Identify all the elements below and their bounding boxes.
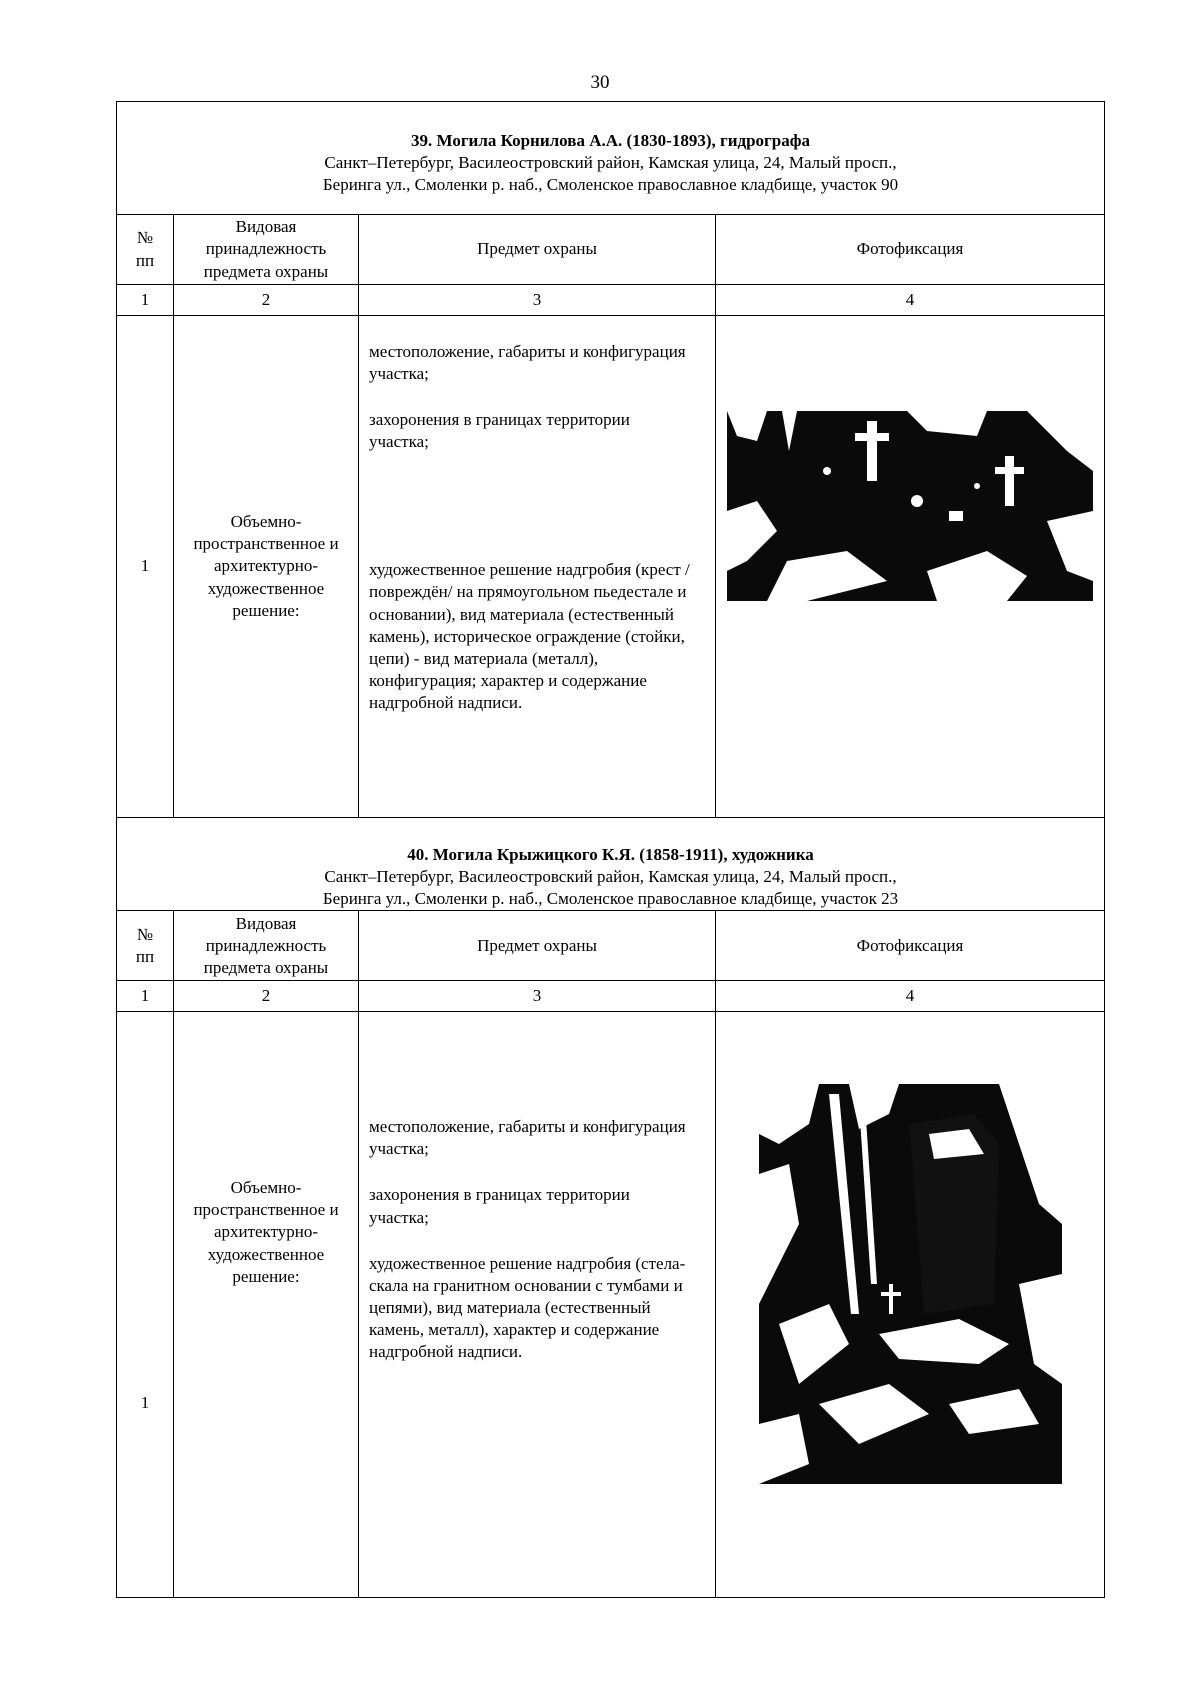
grave-photo — [759, 1084, 1062, 1484]
photo-cell — [716, 1012, 1105, 1598]
col-header-photo: Фотофиксация — [716, 911, 1105, 981]
photo-cell — [716, 316, 1105, 818]
column-header-row — [117, 911, 1105, 981]
section-header-39 — [117, 102, 1105, 215]
type-cell: Объемно-пространственное и архитектурно-художественное решение: — [174, 1012, 359, 1598]
grave-photo-crosses-icon — [727, 411, 1093, 601]
table-row — [117, 1012, 1105, 1598]
type-cell: Объемно-пространственное и архитектурно-художественное решение: — [174, 316, 359, 818]
column-number-row — [117, 285, 1105, 316]
col-header-subject: Предмет охраны — [359, 911, 716, 981]
col-number: 1 — [117, 285, 174, 316]
section-header-40 — [117, 818, 1105, 911]
subject-cell — [359, 316, 716, 818]
subject-item: художественное решение надгробия (крест /повреждён/ на прямоугольном пьедестале и основании), вид материала (естественный камень), историческое ограждение (стойки, цепи) - вид материала (металл), конфигурация; характер и содержание надгробной надписи. — [369, 560, 690, 712]
subject-item: местоположение, габариты и конфигурация участка; — [369, 342, 686, 384]
column-number-row — [117, 981, 1105, 1012]
section-address-line: Беринга ул., Смоленки р. наб., Смоленское православное кладбище, участок 23 — [322, 889, 899, 909]
subject-item: захоронения в границах территории участка; — [369, 1185, 630, 1227]
page-number: 30 — [590, 72, 610, 93]
col-header-type: Видовая принадлежность предмета охраны — [174, 911, 359, 981]
row-number: 1 — [117, 1012, 174, 1598]
col-number: 4 — [716, 981, 1105, 1012]
row-number: 1 — [117, 316, 174, 818]
column-header-row — [117, 215, 1105, 285]
grave-photo-stele-icon — [759, 1084, 1062, 1484]
col-number: 4 — [716, 285, 1105, 316]
col-header-type: Видовая принадлежность предмета охраны — [174, 215, 359, 285]
monuments-table — [116, 101, 1105, 1598]
col-header-photo: Фотофиксация — [716, 215, 1105, 285]
subject-item: захоронения в границах территории участка; — [369, 410, 630, 452]
col-header-subject: Предмет охраны — [359, 215, 716, 285]
col-header-num: № пп — [117, 215, 174, 285]
col-number: 2 — [174, 285, 359, 316]
subject-item: художественное решение надгробия (стела-скала на гранитном основании с тумбами и цепями), вид материала (естественный камень, металл), характер и содержание надгробной надписи. — [369, 1253, 686, 1362]
subject-cell — [359, 1012, 716, 1598]
subject-item: местоположение, габариты и конфигурация участка; — [369, 1117, 686, 1159]
col-number: 2 — [174, 981, 359, 1012]
col-number: 1 — [117, 981, 174, 1012]
section-address-line: Санкт–Петербург, Василеостровский район, Камская улица, 24, Малый просп., — [324, 867, 897, 887]
section-address-line: Санкт–Петербург, Василеостровский район, Камская улица, 24, Малый просп., — [324, 152, 897, 172]
section-title: 40. Могила Крыжицкого К.Я. (1858-1911), художника — [407, 845, 814, 864]
col-header-num: № пп — [117, 911, 174, 981]
col-number: 3 — [359, 981, 716, 1012]
col-number: 3 — [359, 285, 716, 316]
section-title: 39. Могила Корнилова А.А. (1830-1893), гидрографа — [411, 130, 810, 150]
grave-photo — [727, 411, 1093, 601]
section-address-line: Беринга ул., Смоленки р. наб., Смоленское православное кладбище, участок 90 — [322, 175, 899, 195]
table-row — [117, 316, 1105, 818]
